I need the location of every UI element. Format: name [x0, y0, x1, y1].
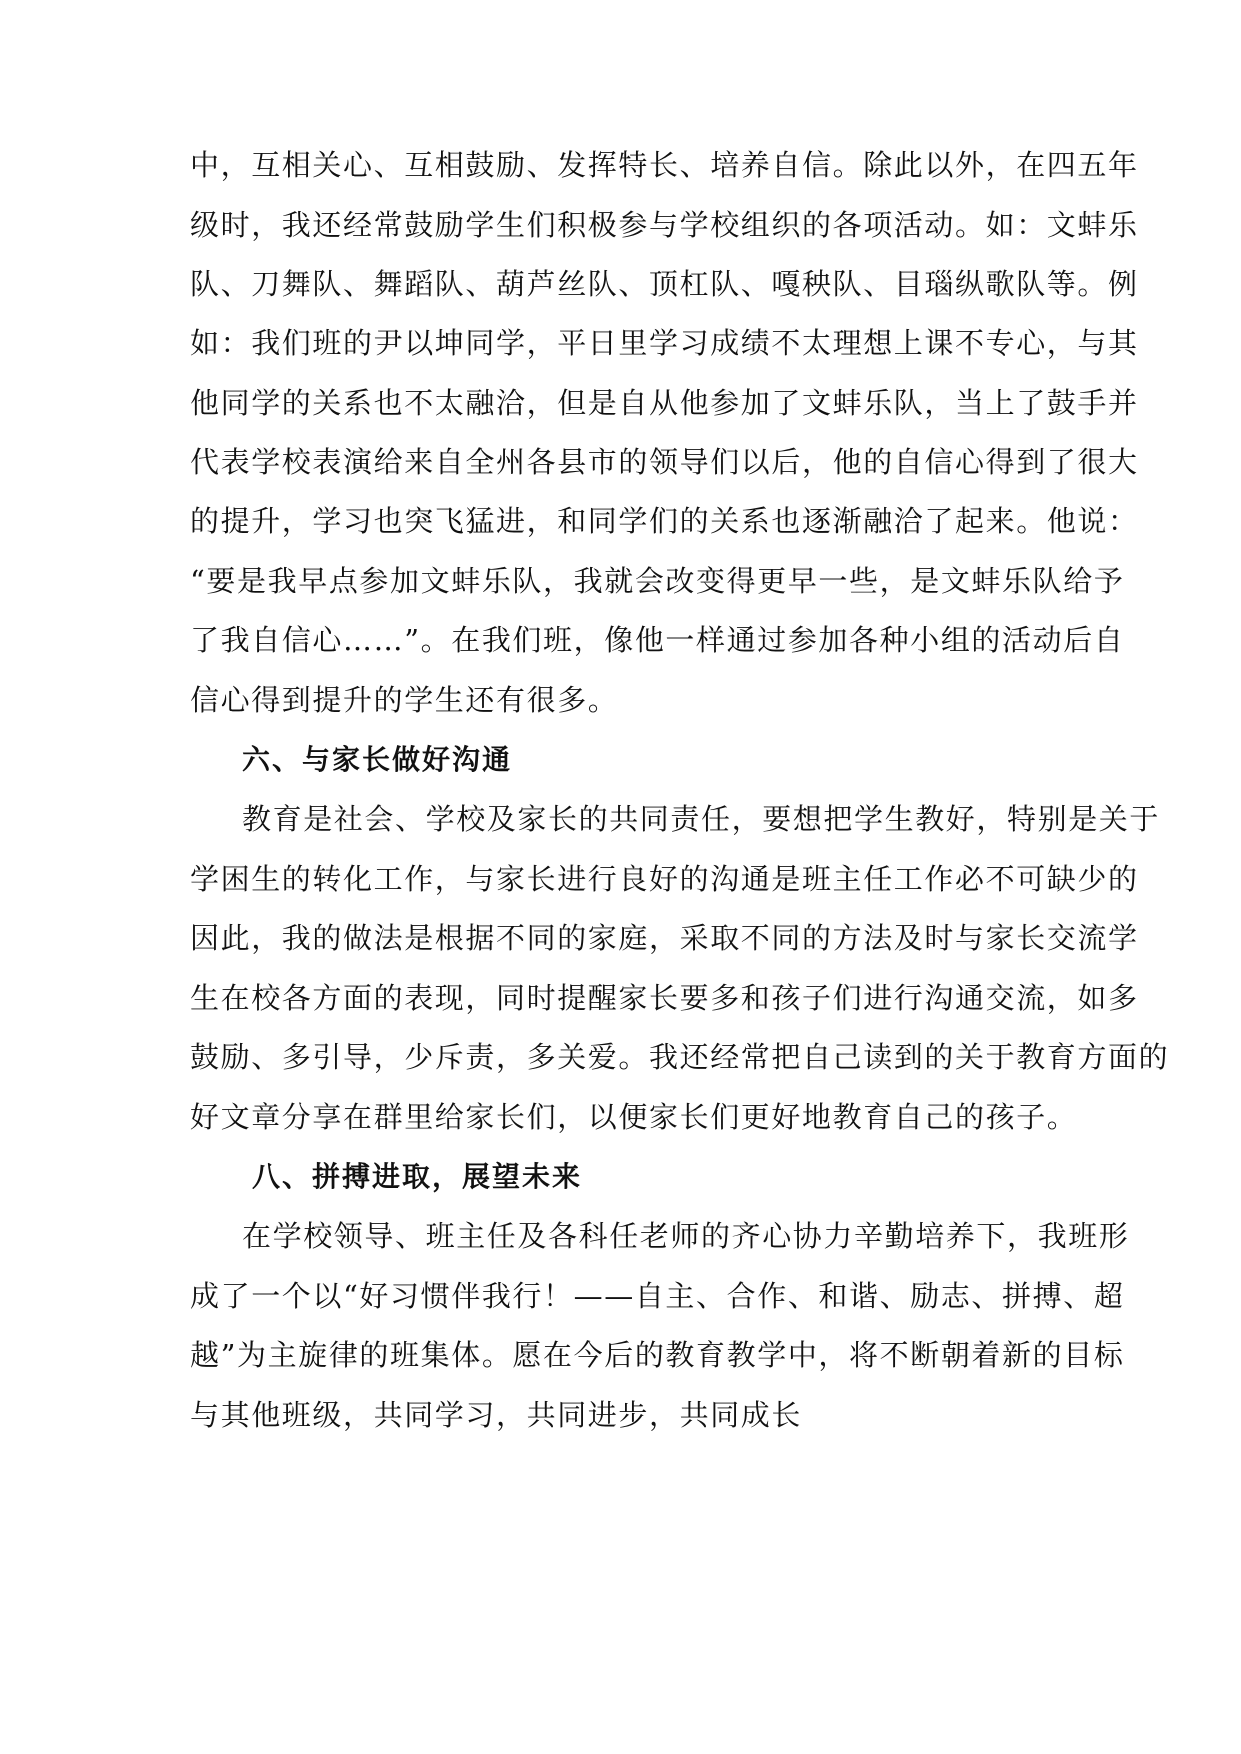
- paragraph-line: 队、刀舞队、舞蹈队、葫芦丝队、顶杠队、嘎秧队、目瑙纵歌队等。例: [190, 267, 1139, 301]
- paragraph-line: 在学校领导、班主任及各科任老师的齐心协力辛勤培养下，我班形: [242, 1219, 1130, 1253]
- paragraph-line: 越”为主旋律的班集体。愿在今后的教育教学中，将不断朝着新的目标: [190, 1338, 1125, 1372]
- paragraph-line: 了我自信心……”。在我们班，像他一样通过参加各种小组的活动后自: [190, 623, 1125, 657]
- paragraph-line: 信心得到提升的学生还有很多。: [190, 683, 619, 717]
- paragraph-line: 的提升，学习也突飞猛进，和同学们的关系也逐渐融洽了起来。他说：: [190, 504, 1139, 538]
- paragraph-line: 中，互相关心、互相鼓励、发挥特长、培养自信。除此以外，在四五年: [190, 148, 1139, 182]
- paragraph-line: 与其他班级，共同学习，共同进步，共同成长: [190, 1398, 803, 1432]
- paragraph-line: 学困生的转化工作，与家长进行良好的沟通是班主任工作必不可缺少的: [190, 862, 1139, 896]
- paragraph-line: 因此，我的做法是根据不同的家庭，采取不同的方法及时与家长交流学: [190, 921, 1139, 955]
- paragraph-line: 好文章分享在群里给家长们，以便家长们更好地教育自己的孩子。: [190, 1100, 1078, 1134]
- paragraph-line: 他同学的关系也不太融洽，但是自从他参加了文蚌乐队，当上了鼓手并: [190, 386, 1139, 420]
- paragraph-line: 代表学校表演给来自全州各县市的领导们以后，他的自信心得到了很大: [190, 445, 1139, 479]
- paragraph-line: “要是我早点参加文蚌乐队，我就会改变得更早一些，是文蚌乐队给予: [190, 564, 1125, 598]
- paragraph-line: 鼓励、多引导，少斥责，多关爱。我还经常把自己读到的关于教育方面的: [190, 1040, 1170, 1074]
- section-heading: 六、与家长做好沟通: [242, 743, 513, 776]
- paragraph-line: 成了一个以“好习惯伴我行！——自主、合作、和谐、励志、拼搏、超: [190, 1279, 1125, 1313]
- paragraph-line: 如：我们班的尹以坤同学，平日里学习成绩不太理想上课不专心，与其: [190, 326, 1139, 360]
- paragraph-line: 生在校各方面的表现，同时提醒家长要多和孩子们进行沟通交流，如多: [190, 981, 1139, 1015]
- paragraph-line: 教育是社会、学校及家长的共同责任，要想把学生教好，特别是关于: [242, 802, 1161, 836]
- paragraph-line: 级时，我还经常鼓励学生们积极参与学校组织的各项活动。如：文蚌乐: [190, 208, 1139, 242]
- section-heading: 八、拼搏进取，展望未来: [252, 1160, 583, 1193]
